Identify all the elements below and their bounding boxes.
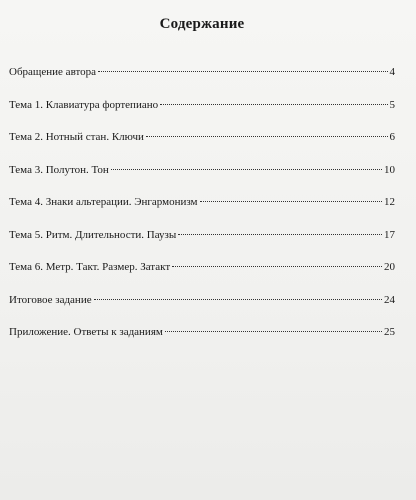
toc-entry-page: 10 xyxy=(384,163,395,176)
toc-dot-leader xyxy=(111,169,382,170)
toc-entry-topic-3 xyxy=(9,154,395,187)
toc-entry-page: 20 xyxy=(384,261,395,273)
toc-entry-page: 4 xyxy=(389,66,395,78)
toc-entry-topic-1 xyxy=(9,89,395,122)
toc-dot-leader xyxy=(94,299,382,300)
toc-entry-label: Тема 2. Нотный стан. Ключи xyxy=(9,131,144,143)
toc-entry-label: Тема 5. Ритм. Длительности. Паузы xyxy=(9,228,177,241)
toc-entry-appendix xyxy=(9,316,395,349)
toc-entry-page: 24 xyxy=(384,293,395,306)
toc-dot-leader xyxy=(172,266,382,267)
toc-entry-page: 17 xyxy=(384,228,395,241)
toc-entry-topic-6 xyxy=(9,251,395,284)
toc-entry-label: Обращение автора xyxy=(9,66,97,78)
toc-entry-final-task xyxy=(9,284,395,317)
toc-entry-topic-5 xyxy=(9,219,395,252)
toc-entry-page: 5 xyxy=(389,98,395,111)
toc-dot-leader xyxy=(165,331,382,332)
toc-dot-leader xyxy=(178,234,382,235)
toc-entry-page: 12 xyxy=(384,196,395,208)
toc-entry-label: Приложение. Ответы к заданиям xyxy=(9,326,163,338)
toc-dot-leader xyxy=(146,136,388,137)
toc-entry-label: Тема 4. Знаки альтерации. Энгармонизм xyxy=(9,196,198,208)
toc-entry-topic-4 xyxy=(9,186,395,219)
toc-entry-page: 25 xyxy=(384,326,395,338)
toc-entry-label: Итоговое задание xyxy=(9,293,92,306)
table-of-contents xyxy=(9,56,395,349)
toc-dot-leader xyxy=(160,104,387,105)
toc-dot-leader xyxy=(98,71,387,72)
toc-entry-label: Тема 1. Клавиатура фортепиано xyxy=(9,98,159,111)
toc-entry-topic-2 xyxy=(9,121,395,154)
toc-entry-label: Тема 6. Метр. Такт. Размер. Затакт xyxy=(9,261,171,273)
page-title: Содержание xyxy=(159,16,245,32)
toc-entry-author-address xyxy=(9,56,395,89)
toc-entry-page: 6 xyxy=(389,131,395,143)
toc-entry-label: Тема 3. Полутон. Тон xyxy=(9,163,109,176)
toc-dot-leader xyxy=(200,201,382,202)
